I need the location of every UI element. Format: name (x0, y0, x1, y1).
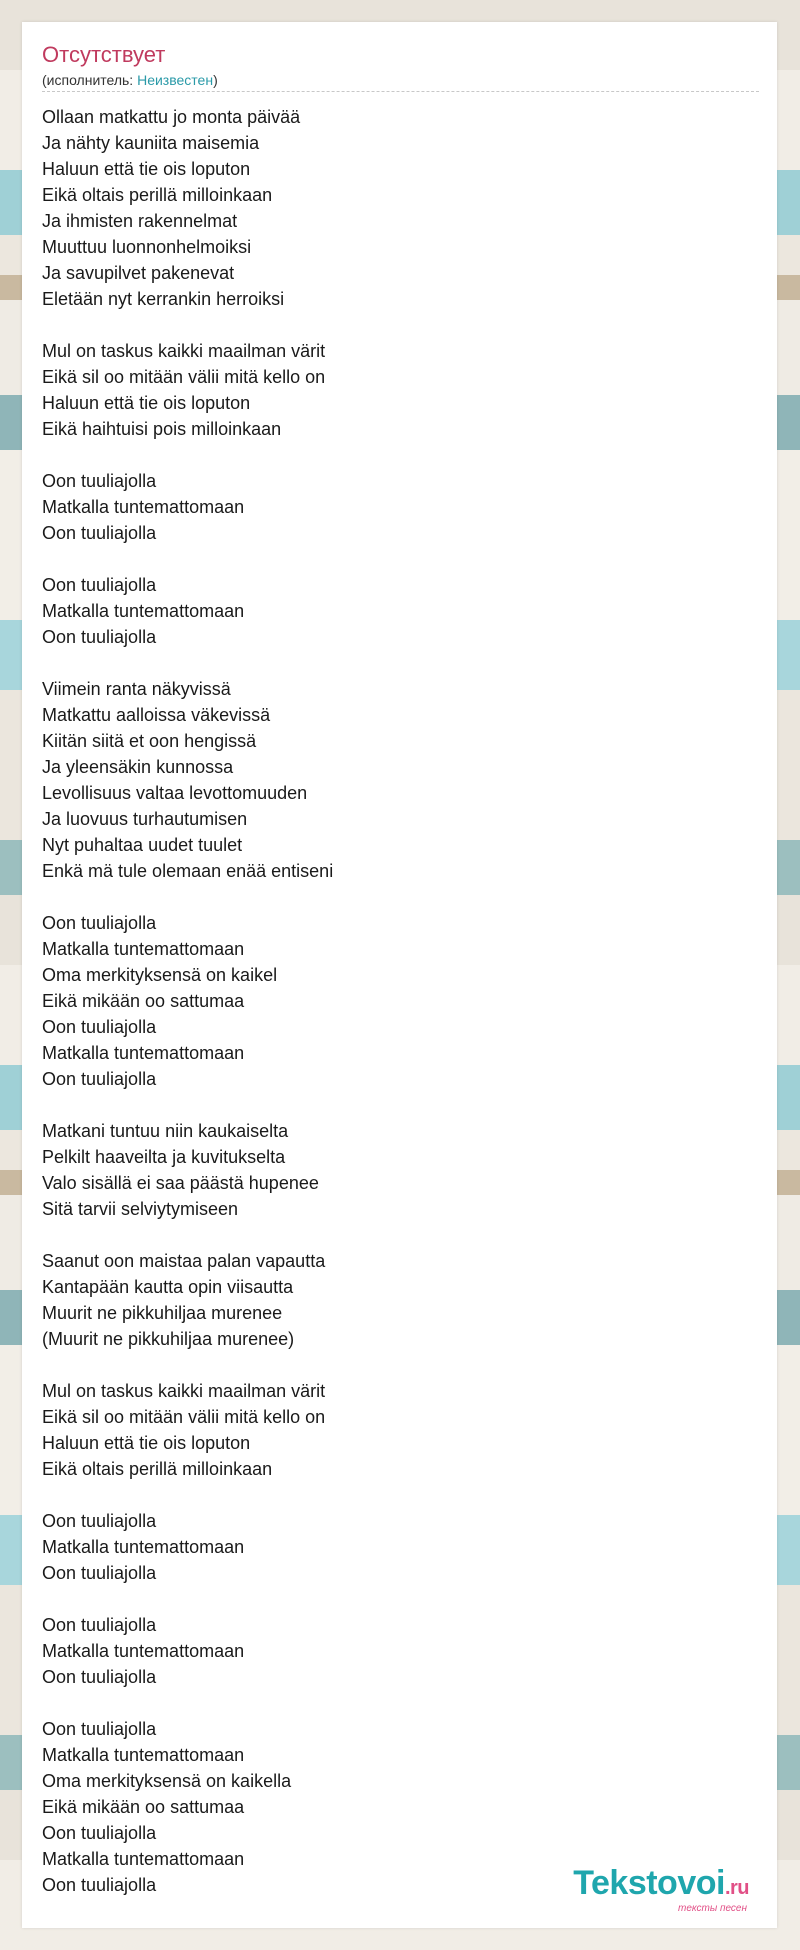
lyrics-card (22, 22, 777, 1928)
song-title: Отсутствует (42, 42, 166, 67)
logo-name: Tekstovoi (573, 1864, 725, 1902)
logo-tagline: тексты песен (678, 1903, 747, 1914)
artist-link[interactable]: Неизвестен (137, 72, 214, 88)
title-divider (42, 91, 759, 92)
logo-tld: .ru (724, 1877, 749, 1899)
artist-prefix: (исполнитель: (42, 72, 138, 88)
lyrics-text: Ollaan matkattu jo monta päivää Ja nähty kauniita maisemia Haluun että tie ois loputon Eikä oltais perillä milloinkaan Ja ihmisten rakennelmat Muuttuu luonnonhelmoiksi Ja savupilvet pakenevat Eletään nyt kerrankin herroiksi Mul on taskus kaikki maailman värit Eikä sil oo mitään välii mitä kello on Haluun että tie ois loputon Eikä haihtuisi pois milloinkaan Oon tuuliajolla Matkalla tuntemattomaan Oon tuuliajolla Oon tuuliajolla Matkalla tuntemattomaan Oon tuuliajolla Viimein ranta näkyvissä Matkattu aalloissa väkevissä Kiitän siitä et oon hengissä Ja yleensäkin kunnossa Levollisuus valtaa levottomuuden Ja luovuus turhautumisen Nyt puhaltaa uudet tuulet Enkä mä tule olemaan enää entiseni Oon tuuliajolla Matkalla tuntemattomaan Oma merkityksensä on kaikel Eikä mikään oo sattumaa Oon tuuliajolla Matkalla tuntemattomaan Oon tuuliajolla Matkani tuntuu niin kaukaiselta Pelkilt haaveilta ja kuvitukselta Valo sisällä ei saa päästä hupenee Sitä tarvii selviytymiseen Saanut oon maistaa palan vapautta Kantapään kautta opin viisautta Muurit ne pikkuhiljaa murenee (Muurit ne pikkuhiljaa murenee) Mul on taskus kaikki maailman värit Eikä sil oo mitään välii mitä kello on Haluun että tie ois loputon Eikä oltais perillä milloinkaan Oon tuuliajolla Matkalla tuntemattomaan Oon tuuliajolla Oon tuuliajolla Matkalla tuntemattomaan Oon tuuliajolla Oon tuuliajolla Matkalla tuntemattomaan Oma merkityksensä on kaikella Eikä mikään oo sattumaa Oon tuuliajolla Matkalla tuntemattomaan Oon tuuliajolla (42, 107, 334, 1895)
artist-line (42, 72, 218, 88)
artist-suffix: ) (213, 72, 218, 88)
site-logo[interactable] (573, 1866, 749, 1914)
